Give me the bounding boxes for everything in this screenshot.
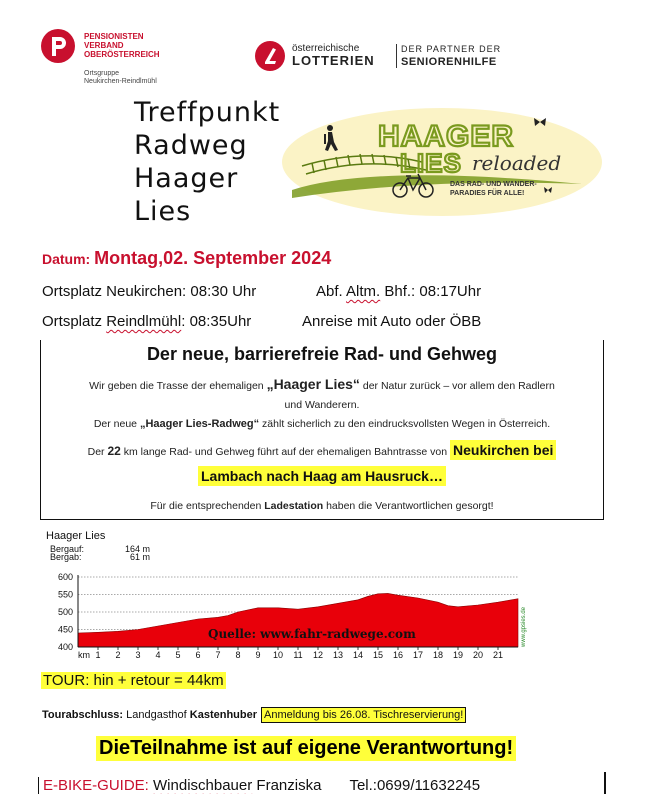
chart-x-ticks xyxy=(78,647,503,660)
chart-x-tick-label: 10 xyxy=(272,650,284,660)
chart-x-tick-label: 7 xyxy=(215,650,221,660)
chart-x-tick-label: 9 xyxy=(255,650,261,660)
info-line-6 xyxy=(41,500,603,512)
chart-stat-value: 61 m xyxy=(129,552,150,562)
guide-label: E-BIKE-GUIDE: xyxy=(43,777,149,794)
page-title xyxy=(134,96,280,228)
info-heading: Der neue, barrierefreie Rad- und Gehweg xyxy=(146,344,498,364)
info-emphasis: „Haager Lies-Radweg“ xyxy=(139,418,260,430)
liability-disclaimer: DieTeilnahme ist auf eigene Verantwortung! xyxy=(96,736,516,761)
chart-x-tick-label: 18 xyxy=(432,650,444,660)
meeting-point-reindlmuehl xyxy=(42,313,251,330)
ebike-guide-line xyxy=(38,777,480,794)
chart-x-tick-label: 12 xyxy=(312,650,324,660)
chart-x-tick-label: 14 xyxy=(352,650,364,660)
chart-x-axis-label: km xyxy=(78,650,90,660)
lotterien-line4: SENIORENHILFE xyxy=(401,56,497,68)
haager-logo-word1: HAAGER xyxy=(378,120,515,153)
lotterien-line3: DER PARTNER DER xyxy=(401,44,502,54)
chart-y-tick-label: 400 xyxy=(57,642,73,652)
chart-x-tick-label: 17 xyxy=(412,650,424,660)
info-text: zählt sicherlich zu den eindrucksvollsten Wegen in Österreich. xyxy=(259,418,551,430)
info-highlight: Neukirchen bei xyxy=(450,440,556,460)
tour-end-place-name: Kastenhuber xyxy=(189,709,258,721)
info-text: der Natur zurück – vor allem den Radlern xyxy=(359,380,555,392)
chart-side-credit: www.gpsies.de xyxy=(521,606,527,647)
chart-title: Haager Lies xyxy=(46,530,106,542)
guide-line-border xyxy=(604,772,606,794)
pensionistenverband-ortsgruppe: Ortsgruppe Neukirchen-Reindlmühl xyxy=(84,70,157,85)
chart-x-tick-label: 19 xyxy=(452,650,464,660)
title-line-2: Radweg xyxy=(134,130,248,161)
registration-deadline: Anmeldung bis 26.08. Tischreservierung! xyxy=(261,707,466,723)
meeting-place-reindlmuehl: Reindlmühl xyxy=(106,313,182,330)
info-line-2: und Wanderern. xyxy=(284,399,360,411)
info-line-4 xyxy=(41,442,603,458)
tour-end-label: Tourabschluss: xyxy=(42,709,124,721)
chart-x-tick-label: 21 xyxy=(492,650,504,660)
info-text: Der neue xyxy=(93,418,140,430)
lotterien-divider xyxy=(396,44,397,68)
departure-prefix: Abf. xyxy=(316,283,347,300)
info-box xyxy=(40,340,604,520)
date-line xyxy=(42,248,331,269)
chart-y-tick-label: 450 xyxy=(57,624,73,635)
chart-y-tick-label: 500 xyxy=(57,607,73,617)
chart-x-tick-label: 6 xyxy=(195,650,201,660)
chart-stats xyxy=(50,544,150,562)
info-emphasis: „Haager Lies“ xyxy=(266,376,360,392)
lotterien-line2: LOTTERIEN xyxy=(292,53,375,68)
guide-phone: Tel.:0699/11632245 xyxy=(349,777,481,794)
info-line-1 xyxy=(41,376,603,392)
chart-stat-label: Bergauf: xyxy=(50,544,85,554)
info-text: Wir geben die Trasse der ehemaligen xyxy=(89,380,267,392)
chart-x-tick-label: 15 xyxy=(372,650,384,660)
chart-x-tick-label: 4 xyxy=(155,650,161,660)
title-line-4: Lies xyxy=(134,196,192,227)
info-text: km lange Rad- und Gehweg führt auf der ehemaligen Bahntrasse von xyxy=(120,446,451,458)
chart-x-tick-label: 11 xyxy=(293,650,303,660)
pensionistenverband-logo xyxy=(40,28,240,92)
info-highlight: Lambach nach Haag am Hausruck… xyxy=(198,466,446,486)
lotterien-line1: österreichische xyxy=(292,43,360,54)
chart-stat-label: Bergab: xyxy=(50,552,82,562)
elevation-chart xyxy=(40,527,530,665)
guide-surname: Windischbauer xyxy=(148,777,253,794)
haager-logo-word2: LIES xyxy=(400,148,462,178)
guide-firstname: Franziska xyxy=(252,777,322,794)
tour-end-line xyxy=(42,709,466,721)
chart-x-tick-label: 20 xyxy=(472,650,484,660)
meeting-prefix: Ortsplatz xyxy=(42,313,107,330)
info-emphasis: Ladestation xyxy=(264,500,324,512)
chart-x-tick-label: 5 xyxy=(175,650,181,660)
chart-y-ticks xyxy=(58,572,73,652)
haager-logo-tagline1: DAS RAD- UND WANDER- xyxy=(450,181,537,188)
chart-stat-value: 164 m xyxy=(124,544,150,554)
pensionistenverband-name: PENSIONISTEN VERBAND OBERÖSTERREICH xyxy=(84,32,160,59)
chart-y-tick-label: 600 xyxy=(57,572,73,582)
haager-lies-logo xyxy=(282,108,602,216)
date-label: Datum: xyxy=(42,251,95,267)
title-line-3: Haager xyxy=(134,163,239,194)
chart-x-tick-label: 13 xyxy=(332,650,344,660)
chart-watermark: Quelle: www.fahr-radwege.com xyxy=(208,627,416,641)
pensionistenverband-p-icon xyxy=(40,28,76,64)
tour-distance: TOUR: hin + retour = 44km xyxy=(43,672,224,689)
lotterien-emblem-icon xyxy=(254,40,286,72)
info-line-3 xyxy=(41,418,603,430)
haager-logo-word3: reloaded xyxy=(472,151,562,175)
info-text: Für die entsprechenden xyxy=(150,500,265,512)
date-value: Montag,02. September 2024 xyxy=(94,248,332,268)
departure-altmuenster xyxy=(316,283,481,300)
chart-x-tick-label: 8 xyxy=(235,650,241,660)
chart-y-tick-label: 550 xyxy=(57,589,73,600)
meeting-point-neukirchen: Ortsplatz Neukirchen: 08:30 Uhr xyxy=(42,283,257,300)
info-line-5 xyxy=(41,468,603,484)
haager-logo-tagline2: PARADIES FÜR ALLE! xyxy=(450,190,525,197)
chart-x-tick-label: 1 xyxy=(95,650,101,660)
tour-end-place: Landgasthof xyxy=(123,709,190,721)
chart-x-tick-label: 16 xyxy=(392,650,404,660)
lotterien-logo xyxy=(254,40,524,74)
chart-x-tick-label: 3 xyxy=(135,650,141,660)
info-text: Der xyxy=(87,446,108,458)
info-text: haben die Verantwortlichen gesorgt! xyxy=(323,500,494,512)
travel-info: Anreise mit Auto oder ÖBB xyxy=(302,313,482,330)
chart-x-tick-label: 2 xyxy=(115,650,121,660)
info-emphasis: 22 xyxy=(107,444,121,458)
title-line-1: Treffpunkt xyxy=(134,97,281,128)
meeting-time: : 08:35Uhr xyxy=(181,313,252,330)
departure-time: Bhf.: 08:17Uhr xyxy=(380,283,482,300)
departure-station-abbrev: Altm. xyxy=(346,283,381,300)
